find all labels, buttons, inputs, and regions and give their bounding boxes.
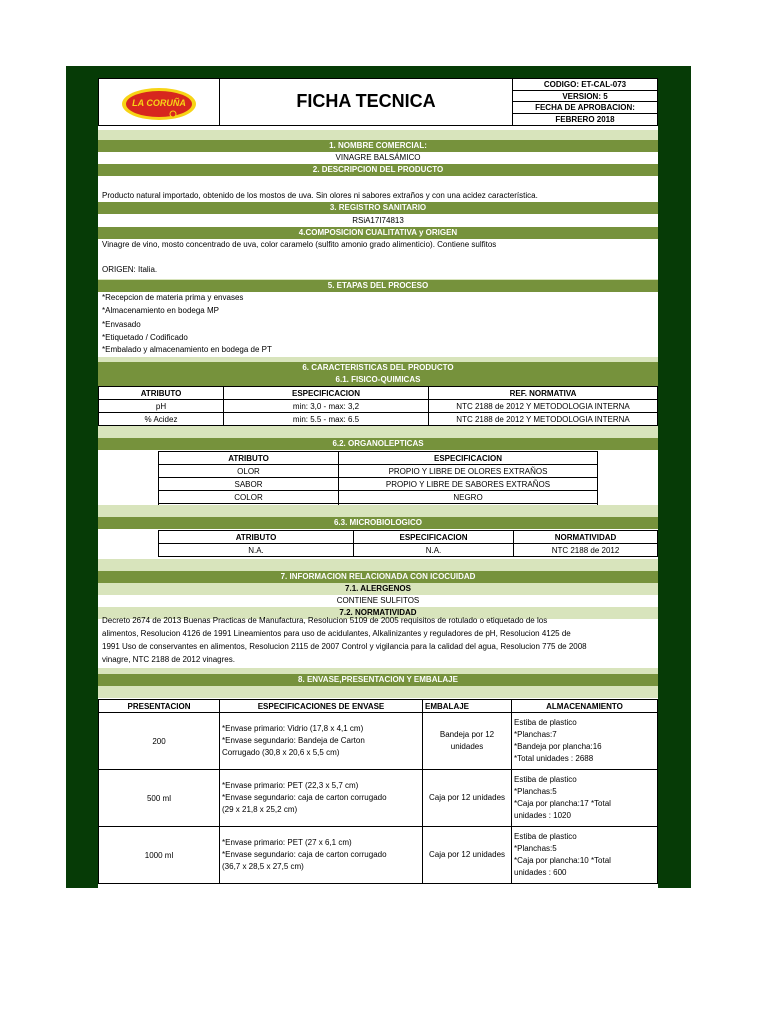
title-cell <box>219 78 513 126</box>
cell: NTC 2188 de 2012 Y METODOLOGIA INTERNA <box>429 400 658 413</box>
almacenamiento-line: *Caja por plancha:10 *Total <box>514 856 611 865</box>
cell: N.A. <box>354 544 514 557</box>
table-row <box>99 413 658 426</box>
almacenamiento-line: unidades : 600 <box>514 868 567 877</box>
envase-line: Corrugado (30,8 x 20,6 x 5,5 cm) <box>222 748 340 757</box>
cell: NTC 2188 de 2012 Y METODOLOGIA INTERNA <box>429 413 658 426</box>
table-row <box>159 491 598 504</box>
almacenamiento-line: *Total unidades : 2688 <box>514 754 594 763</box>
spacer-band <box>98 426 658 438</box>
cell: pH <box>99 400 224 413</box>
section-7-2-title: 7.2. NORMATIVIDAD <box>98 607 658 619</box>
fecha-cell: FEBRERO 2018 <box>512 113 658 126</box>
spacer-band <box>98 686 658 698</box>
section-6-3-title: 6.3. MICROBIOLOGICO <box>98 517 658 529</box>
normatividad-line: alimentos, Resolucion 4126 de 1991 Lineamientos para uso de acidulantes, Alkalinizantes y reguladores de pH, Resolucion 4125 de <box>102 629 571 638</box>
codigo-cell: CODIGO: ET-CAL-073 <box>512 78 658 91</box>
origen-text: ORIGEN: Italia. <box>102 265 158 274</box>
table-row <box>159 478 598 491</box>
cell: PROPIO Y LIBRE DE OLORES EXTRAÑOS <box>339 465 598 478</box>
header-atributo: ATRIBUTO <box>99 387 224 400</box>
header-embalaje: EMBALAJE <box>423 700 512 713</box>
table-row <box>99 713 658 770</box>
cell: % Acidez <box>99 413 224 426</box>
cell: NTC 2188 de 2012 <box>514 544 658 557</box>
section-6-2-title: 6.2. ORGANOLEPTICAS <box>98 438 658 450</box>
header-normatividad: NORMATIVIDAD <box>514 531 658 544</box>
cell: min: 3,0 - max: 3,2 <box>224 400 429 413</box>
header-atributo: ATRIBUTO <box>159 531 354 544</box>
envase-line: *Envase segundario: caja de carton corrugado <box>222 793 387 802</box>
section-7-title: 7. INFORMACION RELACIONADA CON ICOCUIDAD <box>98 571 658 583</box>
table-row <box>99 400 658 413</box>
cell-envase <box>220 713 423 770</box>
embalaje-line: Caja por 12 unidades <box>428 850 506 859</box>
process-step: *Etiquetado / Codificado <box>102 333 188 342</box>
table-header-row <box>99 700 658 713</box>
envase-line: (36,7 x 28,5 x 27,5 cm) <box>222 862 304 871</box>
section-5-title: 5. ETAPAS DEL PROCESO <box>98 280 658 292</box>
envase-table <box>98 699 658 884</box>
normatividad-line: Decreto 2674 de 2013 Buenas Practicas de Manufactura, Resolucion 5109 de 2005 requisitos de rotulado o etiquetado de los <box>102 616 548 625</box>
fecha-label-cell: FECHA DE APROBACION: <box>512 101 658 114</box>
process-step: *Almacenamiento en bodega MP <box>102 306 219 315</box>
header-especificacion: ESPECIFICACION <box>224 387 429 400</box>
section-1-title: 1. NOMBRE COMERCIAL: <box>98 140 658 152</box>
header-presentacion: PRESENTACION <box>99 700 220 713</box>
logo-text: LA CORUÑA <box>132 98 186 108</box>
embalaje-line: Caja por 12 unidades <box>428 793 506 802</box>
almacenamiento-line: *Planchas:5 <box>514 844 557 853</box>
cell: NEGRO <box>339 491 598 504</box>
cell-embalaje <box>423 827 512 884</box>
logo-cell <box>98 78 220 126</box>
table-row <box>159 544 658 557</box>
fisico-quimicas-table <box>98 386 658 426</box>
almacenamiento-line: *Planchas:7 <box>514 730 557 739</box>
table-row <box>159 465 598 478</box>
alergenos-value: CONTIENE SULFITOS <box>336 596 420 605</box>
envase-line: *Envase primario: Vidrio (17,8 x 4,1 cm) <box>222 724 364 733</box>
cell-presentacion: 200 <box>99 713 220 770</box>
almacenamiento-line: Estiba de plastico <box>514 832 577 841</box>
almacenamiento-line: unidades : 1020 <box>514 811 571 820</box>
embalaje-line: Bandeja por 12 <box>439 730 495 739</box>
cell-presentacion: 1000 ml <box>99 827 220 884</box>
envase-line: *Envase primario: PET (22,3 x 5,7 cm) <box>222 781 359 790</box>
process-step: *Envasado <box>102 320 141 329</box>
envase-line: *Envase segundario: Bandeja de Carton <box>222 736 365 745</box>
version-cell: VERSION: 5 <box>512 90 658 102</box>
almacenamiento-line: *Planchas:5 <box>514 787 557 796</box>
table-header-row <box>159 531 658 544</box>
section-3-title: 3. REGISTRO SANITARIO <box>98 202 658 214</box>
table-header-row <box>99 387 658 400</box>
document-sheet <box>98 78 658 888</box>
section-6-1-title: 6.1. FISICO-QUIMICAS <box>98 374 658 386</box>
process-step: *Recepcion de materia prima y envases <box>102 293 244 302</box>
cell: COLOR <box>159 491 339 504</box>
nombre-comercial: VINAGRE BALSÁMICO <box>335 153 421 162</box>
page-title: FICHA TECNICA <box>296 91 436 111</box>
envase-line: (29 x 21,8 x 25,2 cm) <box>222 805 298 814</box>
cell: PROPIO Y LIBRE DE SABORES EXTRAÑOS <box>339 478 598 491</box>
registro-sanitario: RSiA17I74813 <box>352 216 404 225</box>
embalaje-line: unidades <box>450 742 484 751</box>
cell: N.A. <box>159 544 354 557</box>
table-header-row <box>159 452 598 465</box>
section-8-title: 8. ENVASE,PRESENTACION Y EMBALAJE <box>98 674 658 686</box>
cell: min: 5.5 - max: 6.5 <box>224 413 429 426</box>
descripcion-text: Producto natural importado, obtenido de los mostos de uva. Sin olores ni sabores extraños y con una acidez característica. <box>102 191 538 200</box>
almacenamiento-line: Estiba de plastico <box>514 775 577 784</box>
cell-embalaje <box>423 770 512 827</box>
cell-envase <box>220 827 423 884</box>
section-7-1-title: 7.1. ALERGENOS <box>98 583 658 595</box>
almacenamiento-line: Estiba de plastico <box>514 718 577 727</box>
cell: SABOR <box>159 478 339 491</box>
process-step: *Embalado y almacenamiento en bodega de PT <box>102 345 272 354</box>
envase-line: *Envase primario: PET (27 x 6,1 cm) <box>222 838 352 847</box>
header-especificacion: ESPECIFICACION <box>354 531 514 544</box>
header-especificaciones-envase: ESPECIFICACIONES DE ENVASE <box>220 700 423 713</box>
header-atributo: ATRIBUTO <box>159 452 339 465</box>
header-almacenamiento: ALMACENAMIENTO <box>512 700 658 713</box>
cell-envase <box>220 770 423 827</box>
envase-line: *Envase segundario: caja de carton corrugado <box>222 850 387 859</box>
section-4-title: 4.COMPOSICION CUALITATIVA y ORIGEN <box>98 227 658 239</box>
table-row <box>99 770 658 827</box>
cell-embalaje <box>423 713 512 770</box>
section-6-title: 6. CARACTERISTICAS DEL PRODUCTO <box>98 362 658 374</box>
normatividad-line: 1991 Uso de conservantes en alimentos, Resolucion 2115 de 2007 Control y vigilancia para la calidad del agua, Resolucion 775 de 2008 <box>102 642 587 651</box>
header-especificacion: ESPECIFICACION <box>339 452 598 465</box>
spacer-band <box>98 559 658 571</box>
microbiologico-table <box>158 530 658 557</box>
header-ref-normativa: REF. NORMATIVA <box>429 387 658 400</box>
composicion-text: Vinagre de vino, mosto concentrado de uva, color caramelo (sulfito amonio grado alimenticio). Contiene sulfitos <box>102 240 497 249</box>
cell-almacenamiento <box>512 713 658 770</box>
cell: OLOR <box>159 465 339 478</box>
cell-presentacion: 500 ml <box>99 770 220 827</box>
almacenamiento-line: *Bandeja por plancha:16 <box>514 742 602 751</box>
table-row <box>99 827 658 884</box>
almacenamiento-line: *Caja por plancha:17 *Total <box>514 799 611 808</box>
section-2-title: 2. DESCRIPCION DEL PRODUCTO <box>98 164 658 176</box>
normatividad-line: vinagre, NTC 2188 de 2012 vinagres. <box>102 655 235 664</box>
cell-almacenamiento <box>512 827 658 884</box>
cell-almacenamiento <box>512 770 658 827</box>
